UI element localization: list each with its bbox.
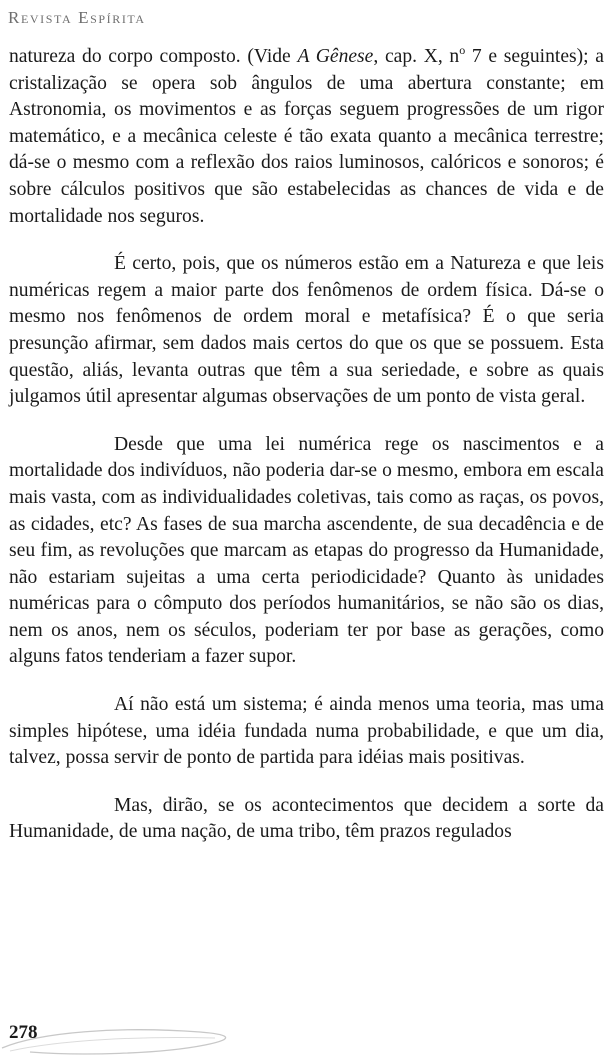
body-text	[9, 44, 604, 846]
page-number: 278	[9, 1022, 38, 1043]
paragraph-1: natureza do corpo composto. (Vide A Gênese, cap. X, $n^o$ 7 e seguintes); a cristalização se opera sob ângulos de uma abertura constante; em Astronomia, os movimentos e as forças seguem progressões de um rigor matemático, e a mecânica celeste é tão exata quanto a mecânica terrestre; dá-se o mesmo com a reflexão dos raios luminosos, calóricos e sonoros; é sobre cálculos positivos que são estabelecidas as chances de vida e de mortalidade nos seguros.	[9, 43, 604, 227]
folio-swoosh-ornament	[0, 1018, 260, 1058]
paragraph-2: É certo, pois, que os números estão em a Natureza e que leis numéricas regem a maior parte dos fenômenos de ordem física. Dá-se o mesmo nos fenômenos de ordem moral e metafísica? É o que seria presunção afirmar, sem dados mais certos do que os que se possuem. Esta questão, aliás, levanta outras que têm a sua seriedade, e sobre as quais julgamos útil apresentar algumas observações de um ponto de vista geral.	[9, 253, 604, 408]
paragraph-4: Aí não está um sistema; é ainda menos uma teoria, mas uma simples hipótese, uma idéia fundada numa probabilidade, e que um dia, talvez, possa servir de ponto de partida para idéias mais positivas.	[9, 694, 604, 769]
superscript-o: o	[459, 43, 466, 57]
running-head-title: Revista Espírita	[8, 8, 146, 27]
paragraph-5: Mas, dirão, se os acontecimentos que decidem a sorte da Humanidade, de uma nação, de uma tribo, têm prazos regulados	[9, 794, 604, 843]
book-title-italic: A Gênese	[297, 46, 374, 67]
paragraph-3: Desde que uma lei numérica rege os nascimentos e a mortalidade dos indivíduos, não poderia dar-se o mesmo, embora em escala mais vasta, com as individualidades coletivas, tais como as raças, os povos, as cidades, etc? As fases de sua marcha ascendente, de sua decadência e de seu fim, as revoluções que marcam as etapas do progresso da Humanidade, não estariam sujeitas a uma certa periodicidade? Quanto às unidades numéricas para o cômputo dos períodos humanitários, se não são os dias, nem os anos, nem os séculos, poderiam ter por base as gerações, como alguns fatos tenderiam a fazer supor.	[9, 433, 604, 668]
